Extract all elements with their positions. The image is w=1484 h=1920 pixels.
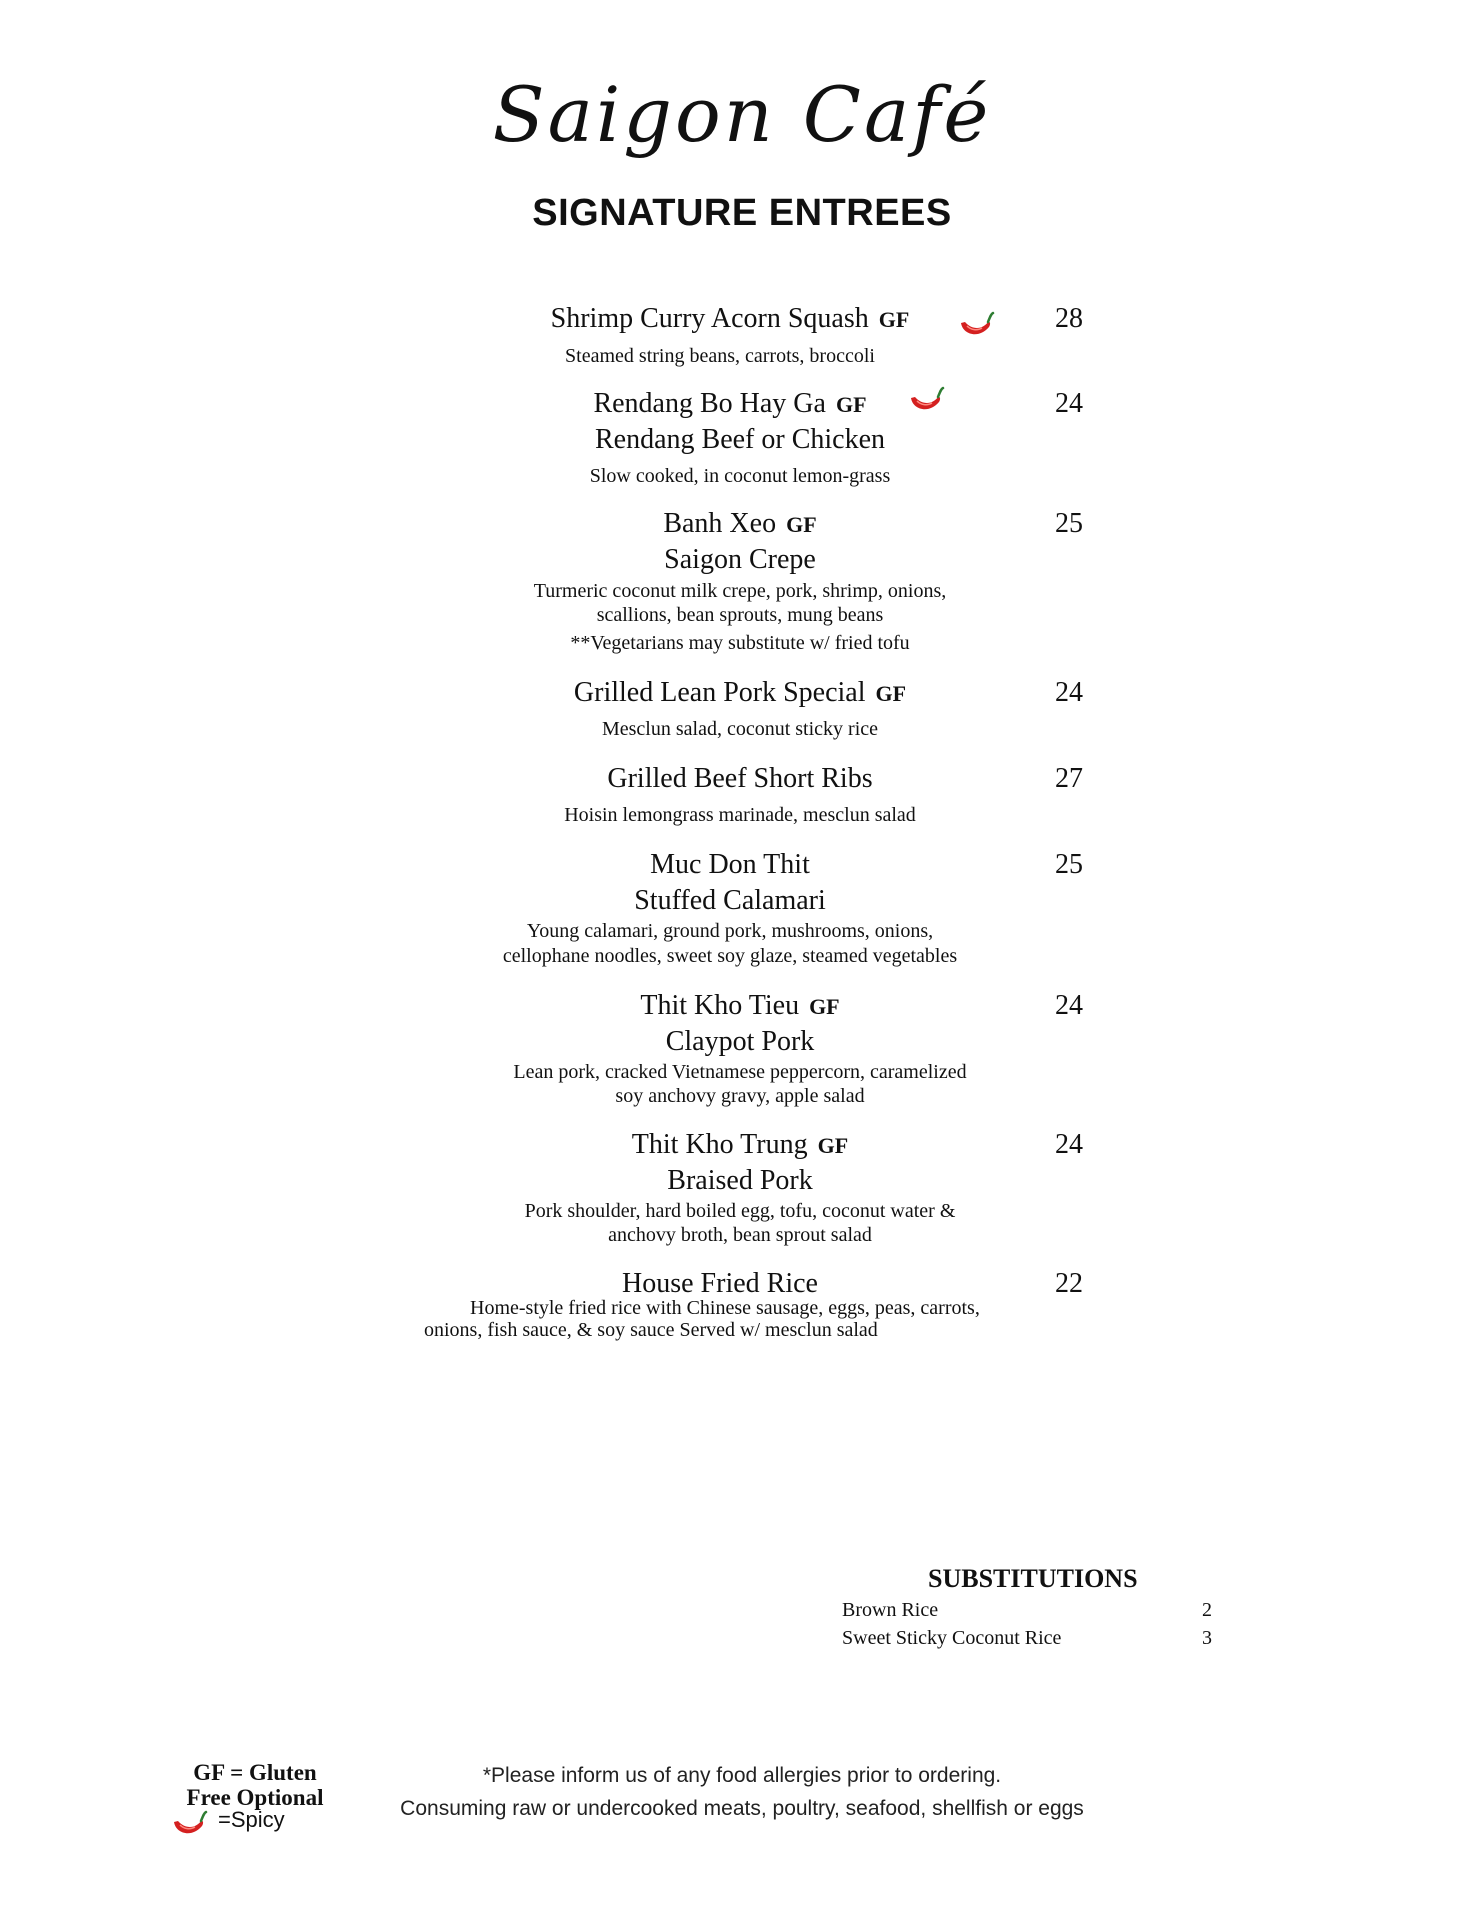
substitution-label: Brown Rice bbox=[842, 1599, 939, 1621]
chili-pepper-icon bbox=[955, 309, 995, 341]
legend-gf-line1: GF = Gluten bbox=[193, 1760, 317, 1785]
menu-item-subtitle: Saigon Crepe bbox=[664, 544, 816, 575]
menu-item-price: 22 bbox=[1055, 1268, 1083, 1299]
menu-item-price: 24 bbox=[1055, 990, 1083, 1021]
menu-item-name: Muc Don Thit bbox=[650, 849, 810, 880]
substitution-price: 3 bbox=[1202, 1627, 1212, 1649]
menu-item-description: Steamed string beans, carrots, broccoli bbox=[565, 345, 875, 367]
page-title: SIGNATURE ENTREES bbox=[532, 192, 952, 234]
menu-item-description: cellophane noodles, sweet soy glaze, steamed vegetables bbox=[502, 945, 958, 967]
chili-pepper-icon bbox=[905, 384, 945, 416]
menu-item-description: Home-style fried rice with Chinese sausage, eggs, peas, carrots, bbox=[470, 1297, 980, 1319]
menu-item-name: Grilled Beef Short Ribs bbox=[607, 763, 873, 794]
menu-item-price: 27 bbox=[1055, 763, 1083, 794]
gluten-free-badge: GF bbox=[786, 512, 817, 537]
menu-item-description: Hoisin lemongrass marinade, mesclun salad bbox=[564, 804, 916, 826]
menu-item-price: 25 bbox=[1055, 849, 1083, 880]
menu-item-name: House Fried Rice bbox=[622, 1268, 818, 1299]
menu-item-description: soy anchovy gravy, apple salad bbox=[615, 1085, 865, 1107]
menu-item-description: Mesclun salad, coconut sticky rice bbox=[601, 718, 879, 740]
menu-item-description: Pork shoulder, hard boiled egg, tofu, coconut water & bbox=[524, 1200, 956, 1222]
menu-item-price: 28 bbox=[1055, 303, 1083, 334]
gluten-free-badge: GF bbox=[875, 681, 907, 706]
menu-item-subtitle: Stuffed Calamari bbox=[634, 885, 826, 916]
menu-item-name: Thit Kho Trung GF bbox=[631, 1129, 849, 1160]
menu-item-name: Rendang Bo Hay Ga GF bbox=[593, 388, 867, 419]
menu-item-subtitle: Claypot Pork bbox=[665, 1026, 815, 1057]
menu-item-description: Slow cooked, in coconut lemon-grass bbox=[589, 465, 891, 487]
substitution-label: Sweet Sticky Coconut Rice bbox=[842, 1627, 1062, 1649]
allergy-notice: *Please inform us of any food allergies prior to ordering. bbox=[482, 1764, 1002, 1787]
menu-item-description: scallions, bean sprouts, mung beans bbox=[596, 604, 884, 626]
raw-food-warning: Consuming raw or undercooked meats, poultry, seafood, shellfish or eggs bbox=[400, 1797, 1084, 1820]
menu-item-price: 24 bbox=[1055, 677, 1083, 708]
menu-item-description: onions, fish sauce, & soy sauce Served w/ mesclun salad bbox=[424, 1319, 878, 1341]
gluten-free-badge: GF bbox=[878, 307, 910, 332]
menu-item-price: 24 bbox=[1055, 388, 1083, 419]
menu-item-name: Grilled Lean Pork Special GF bbox=[573, 677, 907, 708]
gluten-free-badge: GF bbox=[817, 1133, 849, 1158]
menu-item-description: Lean pork, cracked Vietnamese peppercorn, caramelized bbox=[513, 1061, 967, 1083]
menu-item-description: **Vegetarians may substitute w/ fried tofu bbox=[570, 632, 910, 654]
menu-item-price: 25 bbox=[1055, 508, 1083, 539]
legend-spicy-label: =Spicy bbox=[218, 1807, 285, 1832]
menu-item-subtitle: Rendang Beef or Chicken bbox=[594, 424, 886, 455]
menu-item-name: Banh Xeo GF bbox=[663, 508, 817, 539]
gluten-free-badge: GF bbox=[835, 392, 867, 417]
menu-item-price: 24 bbox=[1055, 1129, 1083, 1160]
legend-gf-line2: Free Optional bbox=[186, 1785, 324, 1810]
menu-item-name: Thit Kho Tieu GF bbox=[640, 990, 840, 1021]
menu-item-name: Shrimp Curry Acorn Squash GF bbox=[550, 303, 910, 334]
menu-item-description: Young calamari, ground pork, mushrooms, onions, bbox=[526, 920, 934, 942]
restaurant-logo: Saigon Café bbox=[492, 70, 992, 159]
substitution-price: 2 bbox=[1202, 1599, 1212, 1621]
menu-item-description: Turmeric coconut milk crepe, pork, shrimp, onions, bbox=[533, 580, 947, 602]
substitutions-title: SUBSTITUTIONS bbox=[928, 1564, 1138, 1593]
menu-item-subtitle: Braised Pork bbox=[667, 1165, 813, 1196]
gluten-free-badge: GF bbox=[809, 994, 840, 1019]
menu-item-description: anchovy broth, bean sprout salad bbox=[608, 1224, 872, 1246]
